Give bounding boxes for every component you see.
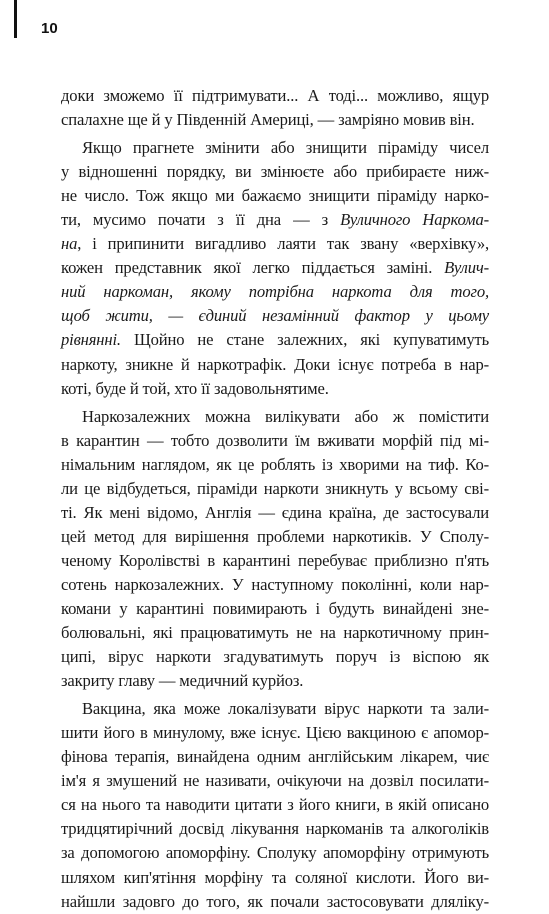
text-line: на, і припинити вигадливо лаяти так звану «верхівку», — [61, 234, 489, 254]
text-line: фінова терапія, винайдена одним англійським лікарем, чиє — [61, 747, 489, 767]
text-line: рівнянні. Щойно не стане залежних, які купуватимуть — [61, 330, 489, 350]
text-line: кожен представник якої легко піддається заміні. Вулич- — [61, 258, 489, 278]
text-line: ний наркоман, якому потрібна наркота для того, — [61, 282, 489, 302]
text-line: спалахне ще й у Південній Америці, — замріяно мовив він. — [61, 110, 475, 130]
text-line: у відношенні порядку, ви змінюєте або прибираєте ниж- — [61, 162, 489, 182]
text-line: за допомогою апоморфіну. Сполуку апоморфіну отримують — [61, 843, 489, 863]
text-line: наркоту, зникне й наркотрафік. Доки існує потреба в нар- — [61, 354, 489, 374]
body-text — [61, 84, 489, 914]
text-line: в карантин — тобто дозволити їм вживати морфій під мі- — [61, 430, 489, 450]
text-line: ти, мусимо почати з її дна — з Вуличного Наркома- — [61, 210, 489, 230]
text-line: ципі, вірус наркоти згадуватимуть поруч із віспою як — [61, 647, 489, 667]
text-line: найшли задовго до того, як почали застосовувати дляліку- — [61, 891, 489, 911]
text-line: коті, буде й той, хто її задовольнятиме. — [61, 378, 329, 398]
text-line: німальним наглядом, як це роблять із хворими на тиф. Ко- — [61, 454, 489, 474]
text-line: доки зможемо її підтримувати... А тоді... можливо, ящур — [61, 86, 489, 105]
text-line: Наркозалежних можна вилікувати або ж помістити — [82, 406, 489, 426]
text-line: ся на нього та наводити цитати з його книги, в якій описано — [61, 795, 489, 815]
text-line: ченому Королівстві в карантині перебуває приблизно п'ять — [61, 550, 489, 570]
text-line: комани у карантині повимирають і будуть винайдені зне- — [61, 598, 489, 618]
text-line: ті. Як мені відомо, Англія — єдина країна, де застосували — [61, 502, 489, 522]
text-line: цей метод для вирішення проблеми наркотиків. У Сполу- — [61, 526, 489, 546]
text-line: не число. Тож якщо ми бажаємо знищити піраміду нарко- — [61, 186, 489, 206]
text-line: ім'я я змушений не називати, очікуючи на дозвіл посилати- — [61, 771, 489, 791]
text-line: сотень наркозалежних. У наступному поколінні, коли нар- — [61, 574, 489, 594]
text-line: болювальні, які працюватимуть не на наркотичному прин- — [61, 623, 489, 643]
text-line: закриту главу — медичний курйоз. — [61, 671, 304, 691]
text-line: шити його в минулому, вже існує. Цією вакциною є апомор- — [61, 723, 489, 743]
text-line: шляхом кип'ятіння морфіну та соляної кислоти. Його ви- — [61, 867, 489, 887]
text-line: ли це відбудеться, піраміди наркоти зникнуть у всьому сві- — [61, 478, 489, 498]
page-number: 10 — [41, 20, 58, 37]
text-line: щоб жити, — єдиний незамінний фактор у цьому — [61, 306, 489, 326]
text-line: Якщо прагнете змінити або знищити піраміду чисел — [82, 138, 489, 158]
text-line: Вакцина, яка може локалізувати вірус наркоти та зали- — [82, 699, 489, 719]
page-edge-mark — [14, 0, 17, 38]
text-line: тридцятирічний досвід лікування наркоманів та алкоголіків — [61, 819, 489, 839]
